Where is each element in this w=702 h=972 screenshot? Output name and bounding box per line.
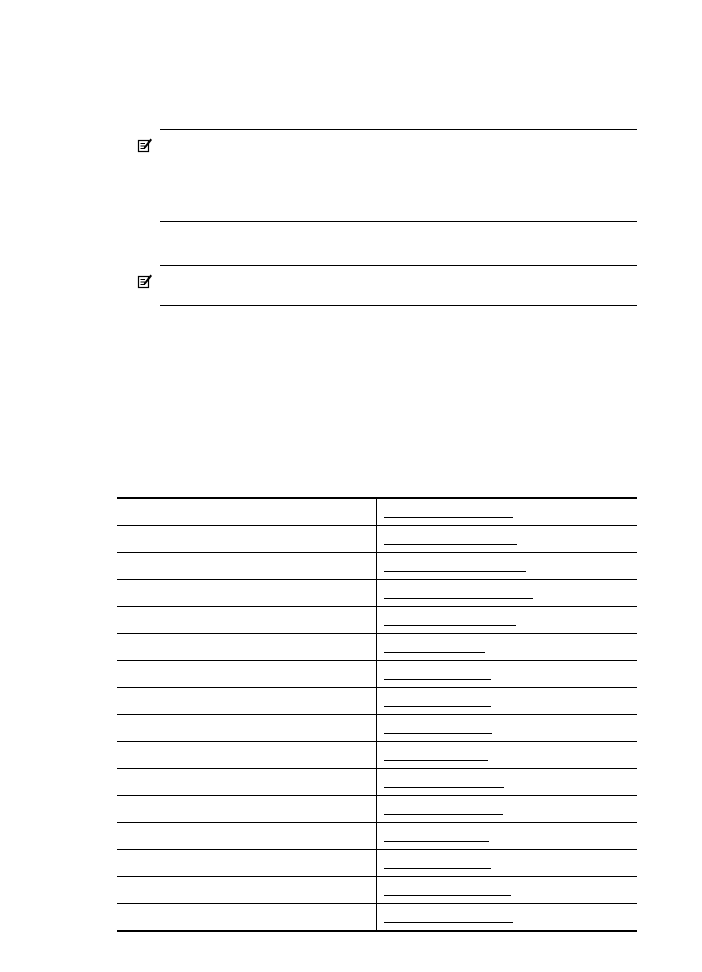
link-cell	[377, 688, 638, 715]
table-row	[117, 553, 637, 580]
link-cell	[377, 498, 638, 526]
note-icon	[137, 273, 153, 289]
table-row	[117, 661, 637, 688]
link-cell	[377, 526, 638, 553]
country-cell	[117, 715, 377, 742]
support-link[interactable]	[384, 868, 491, 869]
table-row	[117, 688, 637, 715]
table-row	[117, 904, 637, 932]
table-row	[117, 850, 637, 877]
table-row	[117, 634, 637, 661]
link-cell	[377, 850, 638, 877]
support-link[interactable]	[384, 652, 485, 653]
link-cell	[377, 742, 638, 769]
note-top-rule	[160, 129, 637, 130]
country-cell	[117, 526, 377, 553]
link-cell	[377, 634, 638, 661]
link-cell	[377, 904, 638, 932]
link-cell	[377, 553, 638, 580]
country-cell	[117, 742, 377, 769]
support-table	[117, 497, 637, 932]
link-cell	[377, 823, 638, 850]
support-link[interactable]	[384, 814, 503, 815]
note-icon	[137, 137, 153, 153]
support-link[interactable]	[384, 679, 491, 680]
link-cell	[377, 769, 638, 796]
country-cell	[117, 877, 377, 904]
support-link[interactable]	[384, 625, 516, 626]
link-cell	[377, 877, 638, 904]
table-row	[117, 580, 637, 607]
link-cell	[377, 607, 638, 634]
country-cell	[117, 661, 377, 688]
table-row	[117, 769, 637, 796]
country-cell	[117, 688, 377, 715]
table-row	[117, 607, 637, 634]
country-cell	[117, 634, 377, 661]
table-row	[117, 526, 637, 553]
note-bottom-rule	[160, 305, 637, 306]
link-cell	[377, 715, 638, 742]
country-cell	[117, 580, 377, 607]
table-row	[117, 715, 637, 742]
country-cell	[117, 850, 377, 877]
country-cell	[117, 904, 377, 932]
table-row	[117, 498, 637, 526]
support-link[interactable]	[384, 895, 511, 896]
country-cell	[117, 823, 377, 850]
table-row	[117, 877, 637, 904]
link-cell	[377, 796, 638, 823]
country-cell	[117, 769, 377, 796]
table-row	[117, 742, 637, 769]
note-block	[137, 129, 637, 222]
support-link[interactable]	[384, 517, 513, 518]
note-bottom-rule	[160, 221, 637, 222]
support-link[interactable]	[384, 598, 533, 599]
link-cell	[377, 580, 638, 607]
table-row	[117, 796, 637, 823]
support-link[interactable]	[384, 733, 492, 734]
note-block	[137, 265, 637, 306]
support-link[interactable]	[384, 922, 513, 923]
link-cell	[377, 661, 638, 688]
support-link[interactable]	[384, 571, 526, 572]
country-cell	[117, 553, 377, 580]
support-link[interactable]	[384, 841, 489, 842]
note-top-rule	[160, 265, 637, 266]
country-cell	[117, 607, 377, 634]
support-link[interactable]	[384, 706, 491, 707]
support-link[interactable]	[384, 787, 504, 788]
table-row	[117, 823, 637, 850]
support-link[interactable]	[384, 544, 517, 545]
country-cell	[117, 498, 377, 526]
country-cell	[117, 796, 377, 823]
support-link[interactable]	[384, 760, 488, 761]
